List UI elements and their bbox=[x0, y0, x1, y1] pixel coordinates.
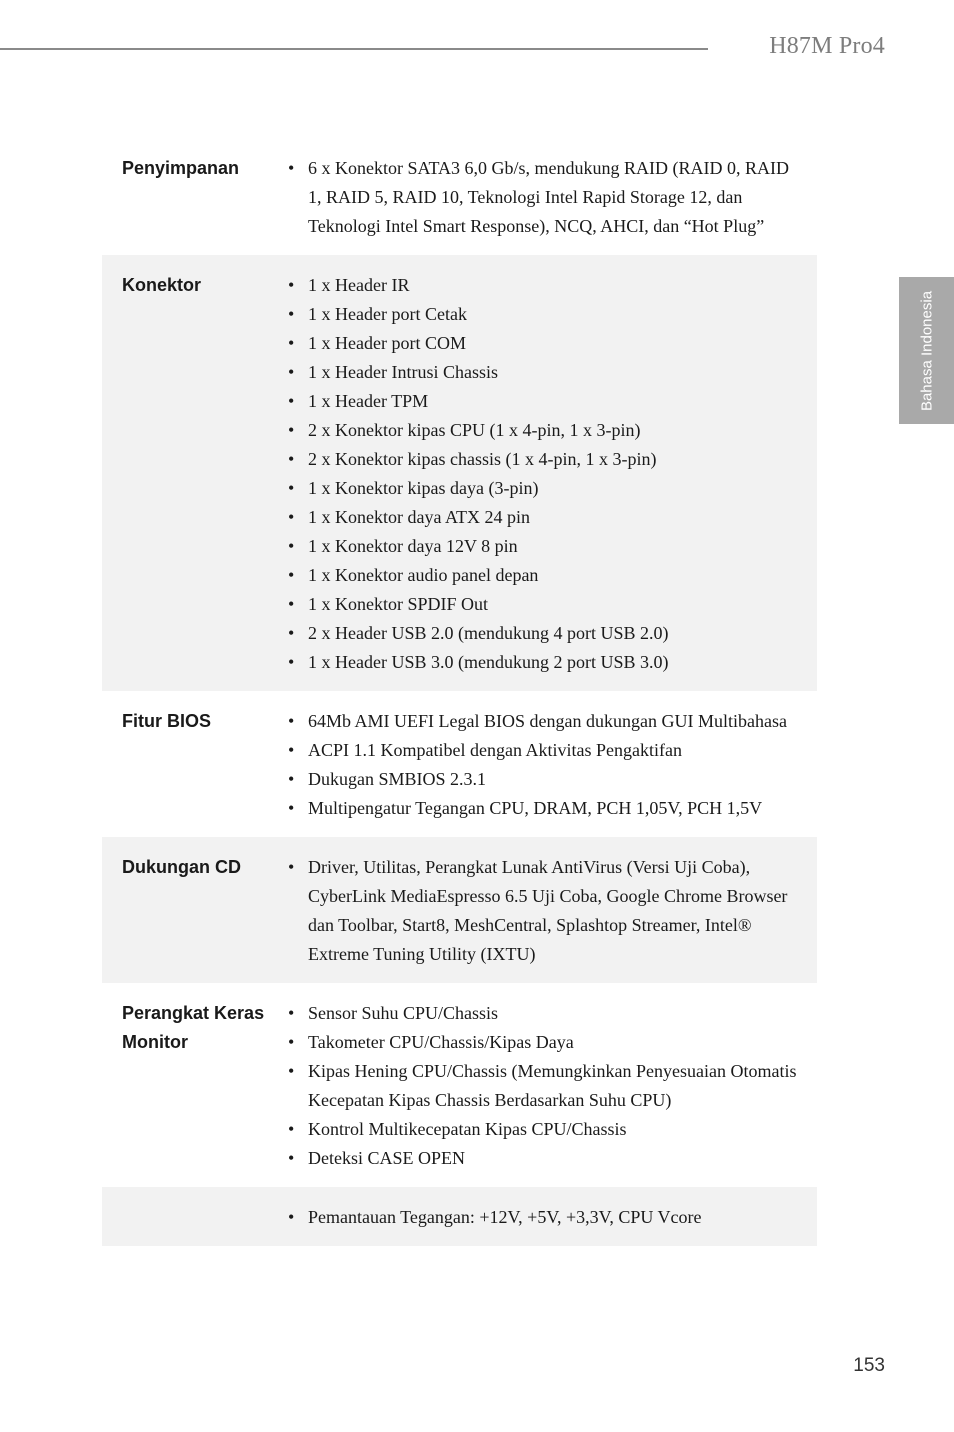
spec-row bbox=[102, 138, 817, 255]
spec-row-label: Fitur BIOS bbox=[122, 711, 211, 731]
page-number: 153 bbox=[853, 1355, 885, 1376]
spec-item: • 2 x Konektor kipas CPU (1 x 4-pin, 1 x 3-pin) bbox=[288, 416, 798, 445]
language-side-tab-label: Bahasa Indonesia bbox=[918, 290, 935, 411]
spec-item: • 1 x Konektor daya 12V 8 pin bbox=[288, 532, 798, 561]
language-side-tab bbox=[899, 277, 954, 424]
spec-item: • 6 x Konektor SATA3 6,0 Gb/s, mendukung RAID (RAID 0, RAID 1, RAID 5, RAID 10, Teknologi Intel Rapid Storage 12, dan Teknologi Intel Smart Response), NCQ, AHCI, dan “Hot Plug” bbox=[288, 154, 798, 241]
spec-row-label: Dukungan CD bbox=[122, 857, 241, 877]
spec-row bbox=[102, 691, 817, 837]
spec-item: • Deteksi CASE OPEN bbox=[288, 1144, 798, 1173]
spec-row bbox=[102, 837, 817, 983]
spec-item: • 1 x Header USB 3.0 (mendukung 2 port USB 3.0) bbox=[288, 648, 798, 677]
header-rule bbox=[0, 48, 708, 50]
spec-row bbox=[102, 1187, 817, 1246]
spec-row-label: Konektor bbox=[122, 275, 202, 295]
spec-item-list bbox=[288, 853, 798, 969]
spec-table bbox=[102, 138, 817, 1246]
spec-item: • 2 x Konektor kipas chassis (1 x 4-pin, 1 x 3-pin) bbox=[288, 445, 798, 474]
spec-item: • 1 x Header Intrusi Chassis bbox=[288, 358, 798, 387]
model-title: H87M Pro4 bbox=[769, 33, 885, 59]
spec-item: • Pemantauan Tegangan: +12V, +5V, +3,3V, CPU Vcore bbox=[288, 1203, 798, 1232]
spec-item: • 1 x Header TPM bbox=[288, 387, 798, 416]
spec-item-list bbox=[288, 271, 798, 677]
spec-item: • Driver, Utilitas, Perangkat Lunak AntiVirus (Versi Uji Coba), CyberLink MediaEspresso 6.5 Uji Coba, Google Chrome Browser dan Toolbar, Start8, MeshCentral, Splashtop Streamer, Intel® Extreme Tuning Utility (IXTU) bbox=[288, 853, 798, 969]
spec-item: • 1 x Header IR bbox=[288, 271, 798, 300]
spec-item: • 1 x Konektor daya ATX 24 pin bbox=[288, 503, 798, 532]
spec-row-label: Penyimpanan bbox=[122, 158, 240, 178]
spec-item: • 1 x Konektor SPDIF Out bbox=[288, 590, 798, 619]
spec-item-list bbox=[288, 707, 798, 823]
spec-item: • Sensor Suhu CPU/Chassis bbox=[288, 999, 798, 1028]
spec-item-list bbox=[288, 999, 798, 1173]
spec-item: • 1 x Header port COM bbox=[288, 329, 798, 358]
spec-item: • 1 x Konektor audio panel depan bbox=[288, 561, 798, 590]
spec-item: • 1 x Header port Cetak bbox=[288, 300, 798, 329]
spec-row bbox=[102, 983, 817, 1187]
spec-item: • Dukugan SMBIOS 2.3.1 bbox=[288, 765, 798, 794]
spec-item: • Multipengatur Tegangan CPU, DRAM, PCH 1,05V, PCH 1,5V bbox=[288, 794, 798, 823]
spec-row bbox=[102, 255, 817, 691]
spec-item: • 64Mb AMI UEFI Legal BIOS dengan dukungan GUI Multibahasa bbox=[288, 707, 798, 736]
spec-row-label bbox=[102, 1203, 288, 1232]
spec-item: • 2 x Header USB 2.0 (mendukung 4 port USB 2.0) bbox=[288, 619, 798, 648]
spec-item: • 1 x Konektor kipas daya (3-pin) bbox=[288, 474, 798, 503]
spec-item: • Kontrol Multikecepatan Kipas CPU/Chassis bbox=[288, 1115, 798, 1144]
spec-item-list bbox=[288, 1203, 798, 1232]
spec-item: • ACPI 1.1 Kompatibel dengan Aktivitas Pengaktifan bbox=[288, 736, 798, 765]
spec-row-label: Perangkat Keras Monitor bbox=[122, 1003, 265, 1052]
spec-item: • Kipas Hening CPU/Chassis (Memungkinkan Penyesuaian Otomatis Kecepatan Kipas Chassis Berdasarkan Suhu CPU) bbox=[288, 1057, 798, 1115]
spec-item-list bbox=[288, 154, 798, 241]
spec-item: • Takometer CPU/Chassis/Kipas Daya bbox=[288, 1028, 798, 1057]
